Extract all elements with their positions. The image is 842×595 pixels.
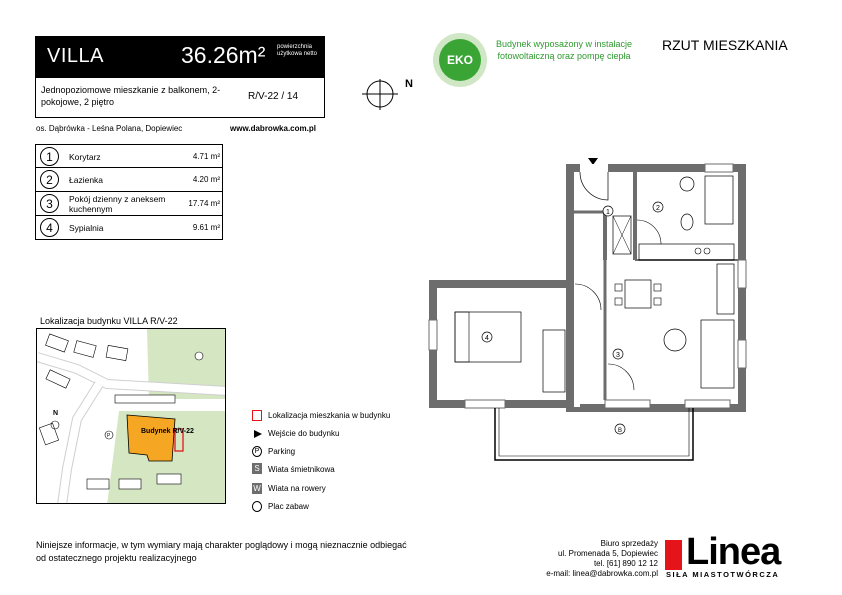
plan-label-balcony: B — [617, 428, 623, 434]
room-number: 2 — [40, 170, 59, 189]
rooms-table — [35, 144, 223, 240]
compass-icon — [360, 78, 404, 112]
estate-name: os. Dąbrówka - Leśna Polana, Dopiewiec — [36, 124, 183, 133]
logo-tagline: SIŁA MIASTOTWÓRCZA — [666, 570, 780, 579]
site-map — [37, 329, 226, 504]
room-area: 9.61 m² — [192, 223, 220, 232]
legend-label: Plac zabaw — [268, 502, 309, 511]
plan-label-2: 2 — [656, 205, 660, 212]
map-legend — [252, 406, 452, 524]
legend-label: Wiata śmietnikowa — [268, 465, 335, 474]
playground-marker-icon — [195, 352, 203, 360]
plan-label-3: 3 — [616, 352, 620, 359]
apartment-description: Jednopoziomowe mieszkanie z balkonem, 2-pokojowe, 2 piętro — [41, 85, 221, 107]
map-north-label: N — [53, 410, 59, 417]
building-label: Budynek R/V-22 — [141, 428, 194, 435]
website-link[interactable]: www.dabrowka.com.pl — [230, 124, 316, 133]
disclaimer: Niniejsze informacje, w tym wymiary mają charakter poglądowy i mogą nieznacznie odbiegać od ostatecznego projektu realizacyjnego — [36, 540, 407, 563]
room-number: 1 — [40, 147, 59, 166]
area-note: powierzchnia użytkowa netto — [277, 44, 318, 57]
office-email[interactable]: e-mail: linea@dabrowka.com.pl — [546, 569, 658, 578]
header-info — [35, 78, 325, 118]
eko-description: Budynek wyposażony w instalacje fotowoltaiczną oraz pompę ciepła — [495, 39, 633, 61]
location-marker-icon — [252, 410, 262, 421]
compass-north-label: N — [405, 78, 413, 90]
office-address: ul. Promenada 5, Dopiewiec — [557, 549, 658, 558]
room-area: 4.71 m² — [192, 152, 220, 161]
floor-plan — [425, 150, 755, 470]
room-name: Korytarz — [69, 152, 101, 162]
room-area: 17.74 m² — [188, 199, 220, 208]
balcony-outline — [495, 408, 693, 460]
legend-label: Parking — [268, 447, 296, 456]
building-name: VILLA — [47, 45, 104, 67]
room-row — [35, 144, 223, 168]
room-row — [35, 216, 223, 240]
room-row — [35, 192, 223, 216]
playground-icon — [252, 501, 262, 512]
room-name: Pokój dzienny z aneksem kuchennym — [69, 194, 166, 214]
legend-label: Lokalizacja mieszkania w budynku — [268, 411, 391, 420]
map-title: Lokalizacja budynku VILLA R/V-22 — [40, 316, 178, 326]
parking-icon: P — [252, 446, 262, 457]
room-name: Sypialnia — [69, 223, 104, 233]
wall-outline-left — [433, 284, 574, 404]
waste-shelter-icon: S — [252, 463, 262, 474]
sales-office — [500, 539, 658, 579]
logo-text: Linea — [686, 531, 781, 573]
room-number: 4 — [40, 218, 59, 237]
plan-label-1: 1 — [606, 209, 610, 216]
bike-shelter-icon: W — [253, 484, 261, 493]
eko-badge: EKO — [439, 39, 481, 81]
office-title: Biuro sprzedaży — [600, 539, 658, 548]
location-map — [36, 328, 226, 504]
legend-label: Wiata na rowery — [268, 484, 326, 493]
plan-label-4: 4 — [485, 335, 489, 342]
legend-label: Wejście do budynku — [268, 429, 340, 438]
entrance-arrow-icon — [588, 158, 598, 165]
room-number: 3 — [40, 194, 59, 213]
room-row — [35, 168, 223, 192]
logo-mark — [665, 540, 682, 570]
header-bar — [35, 36, 325, 78]
svg-text:P: P — [107, 433, 111, 439]
unit-code: R/V-22 / 14 — [248, 91, 299, 102]
office-phone: tel. [61] 890 12 12 — [593, 559, 658, 568]
room-name: Łazienka — [69, 175, 104, 185]
page-title: RZUT MIESZKANIA — [662, 37, 788, 53]
room-area: 4.20 m² — [192, 175, 220, 184]
apartment-area: 36.26m² — [181, 42, 266, 68]
entrance-arrow-icon — [253, 429, 263, 440]
